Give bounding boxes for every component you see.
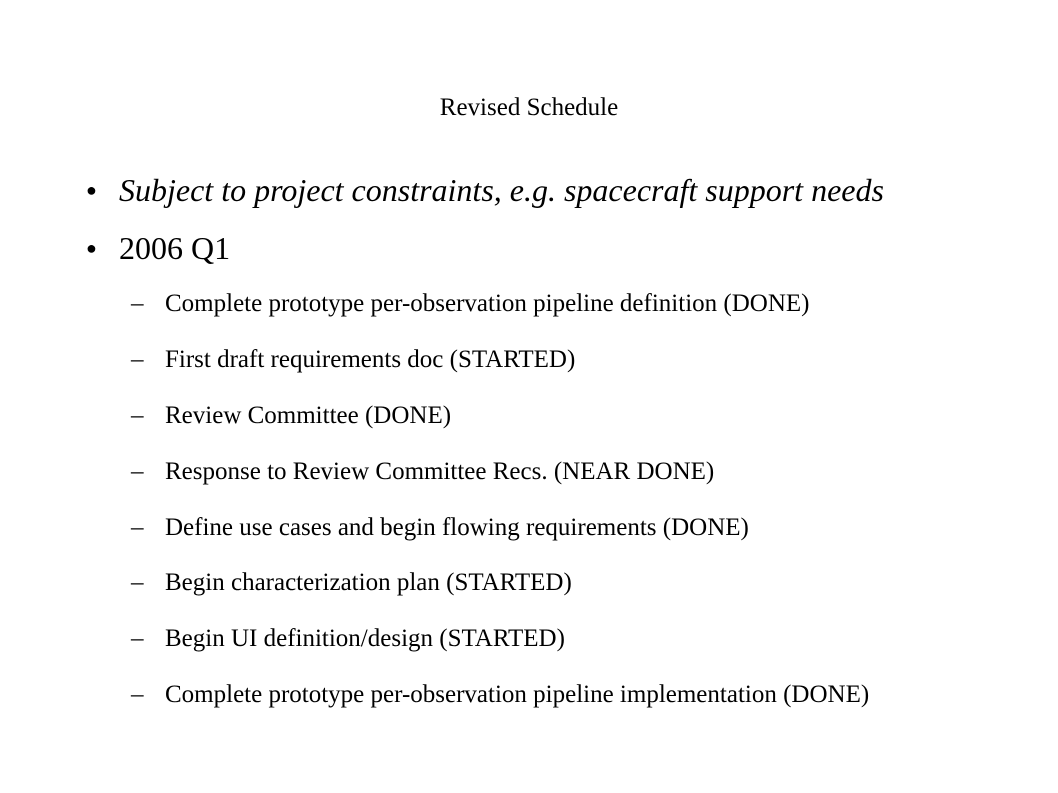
- bullet-text: 2006 Q1: [119, 230, 231, 266]
- sub-item-text: Response to Review Committee Recs. (NEAR DONE): [165, 458, 715, 485]
- dash-icon: –: [131, 346, 144, 373]
- dash-icon: –: [131, 569, 144, 596]
- sub-item-text: Begin characterization plan (STARTED): [165, 569, 572, 596]
- slide-title: Revised Schedule: [439, 94, 619, 121]
- dash-icon: –: [131, 625, 144, 652]
- dash-icon: –: [131, 681, 144, 708]
- sub-item-text: Define use cases and begin flowing requirements (DONE): [165, 514, 749, 541]
- dash-icon: –: [131, 290, 144, 317]
- dash-icon: –: [131, 458, 144, 485]
- sub-item-text: Begin UI definition/design (STARTED): [165, 625, 565, 652]
- sub-item-text: Complete prototype per-observation pipeline implementation (DONE): [165, 681, 870, 708]
- bullet-dot-icon: ●: [86, 180, 97, 200]
- sub-item-text: Complete prototype per-observation pipeline definition (DONE): [165, 290, 810, 317]
- bullet-dot-icon: ●: [86, 238, 97, 258]
- dash-icon: –: [131, 514, 144, 541]
- dash-icon: –: [131, 402, 144, 429]
- sub-item-text: First draft requirements doc (STARTED): [165, 346, 576, 373]
- bullet-text: Subject to project constraints, e.g. spacecraft support needs: [119, 172, 884, 208]
- sub-item-text: Review Committee (DONE): [165, 402, 452, 429]
